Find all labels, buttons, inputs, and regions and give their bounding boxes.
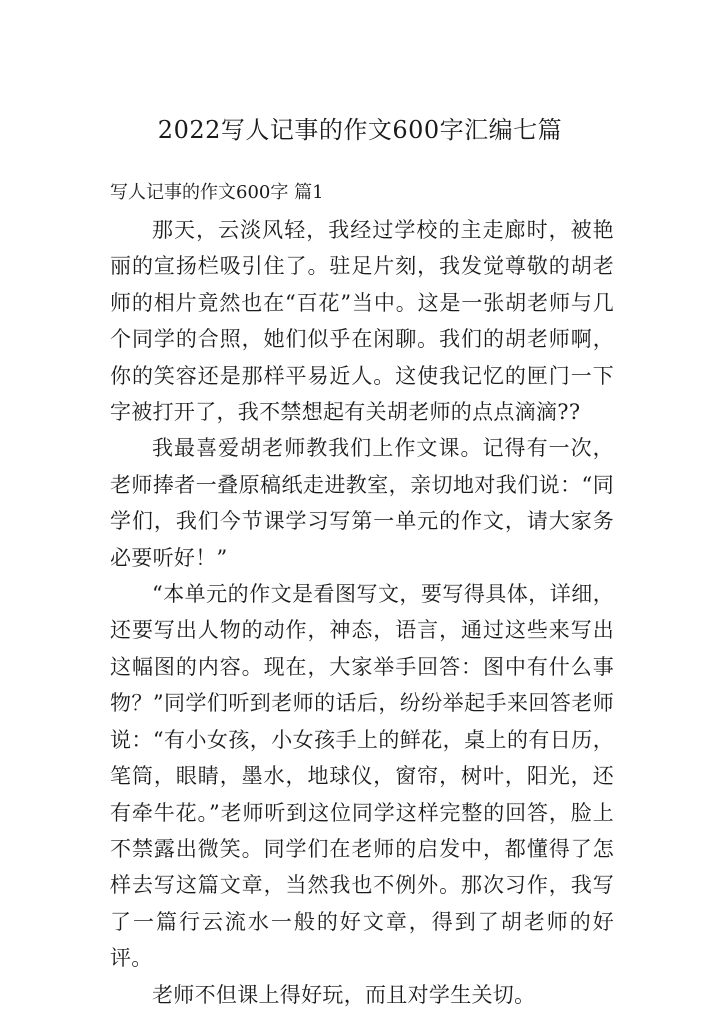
paragraph: “本单元的作文是看图写文，要写得具体，详细，还要写出人物的动作，神态，语言，通过这些来写出这幅图的内容。现在，大家举手回答：图中有什么事物？”同学们听到老师的话后，纷纷举起手来回答老师说：“有小女孩，小女孩手上的鲜花，桌上的有日历，笔筒，眼睛，墨水，地球仪，窗帘，树叶，阳光，还有牵牛花。”老师听到这位同学这样完整的回答，脸上不禁露出微笑。同学们在老师的启发中，都懂得了怎样去写这篇文章，当然我也不例外。那次习作，我写了一篇行云流水一般的好文章，得到了胡老师的好评。 [110, 582, 614, 971]
section-heading: 写人记事的作文600字 篇1 [110, 182, 324, 203]
paragraph: 那天，云淡风轻，我经过学校的主走廊时，被艳丽的宣扬栏吸引住了。驻足片刻，我发觉尊敬的胡老师的相片竟然也在“百花”当中。这是一张胡老师与几个同学的合照，她们似乎在闲聊。我们的胡老师啊，你的笑容还是那样平易近人。这使我记忆的匣门一下字被打开了，我不禁想起有关胡老师的点点滴滴?? [110, 218, 614, 425]
paragraph: 老师不但课上得好玩，而且对学生关切。 [152, 982, 536, 1007]
article-body [110, 212, 614, 1013]
paragraph: 我最喜爱胡老师教我们上作文课。记得有一次，老师捧者一叠原稿纸走进教室，亲切地对我们说：“同学们，我们今节课学习写第一单元的作文，请大家务必要听好！” [110, 436, 614, 570]
document-title: 2022写人记事的作文600字汇编七篇 [157, 116, 563, 144]
